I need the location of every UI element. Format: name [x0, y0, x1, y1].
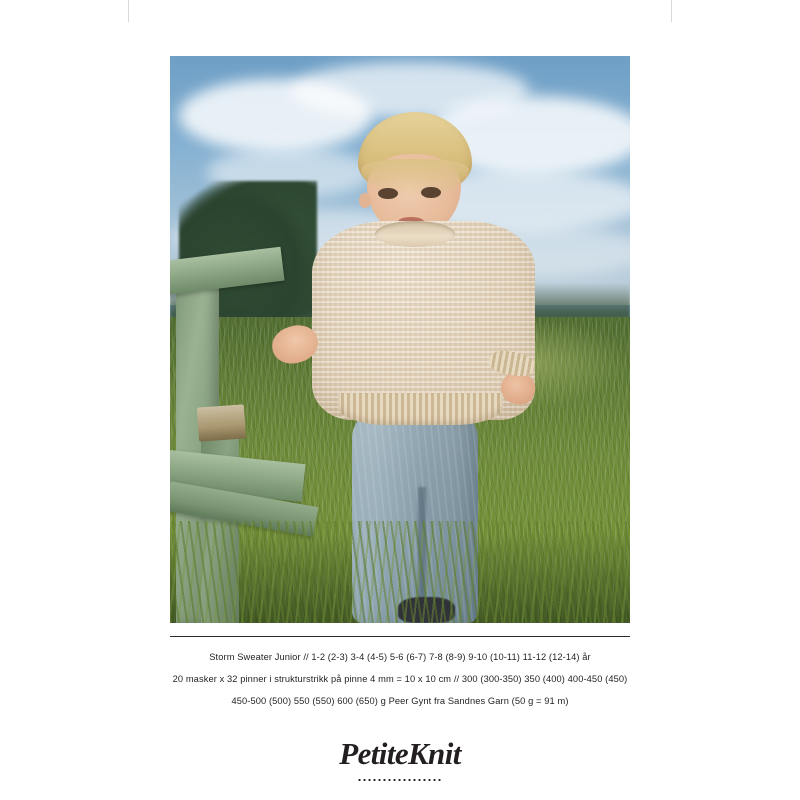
fence-post-cut-end	[197, 405, 246, 442]
caption-line-3: 450-500 (500) 550 (550) 600 (650) g Peer Gynt fra Sandnes Garn (50 g = 91 m)	[231, 696, 569, 706]
ear	[359, 193, 370, 209]
brand-logo-text: PetiteKnit	[339, 736, 461, 771]
photo-canvas	[170, 56, 630, 623]
caption-line-2: 20 masker x 32 pinner i strukturstrikk på pinne 4 mm = 10 x 10 cm // 300 (300-350) 350 (400) 400-450 (450)	[172, 674, 628, 684]
pattern-sheet	[128, 0, 672, 800]
caption-divider	[170, 636, 630, 637]
brand-logo	[128, 736, 672, 782]
eye	[421, 187, 441, 198]
caption-line-1: Storm Sweater Junior // 1-2 (2-3) 3-4 (4-5) 5-6 (6-7) 7-8 (8-9) 9-10 (10-11) 11-12 (12-14) år	[209, 652, 591, 662]
caption-block	[144, 646, 656, 712]
brand-logo-dots	[357, 778, 443, 782]
fence-rail	[170, 246, 284, 297]
pattern-photo	[170, 56, 630, 623]
foreground-grass	[170, 521, 630, 623]
sweater-hem-ribbing	[338, 393, 503, 424]
